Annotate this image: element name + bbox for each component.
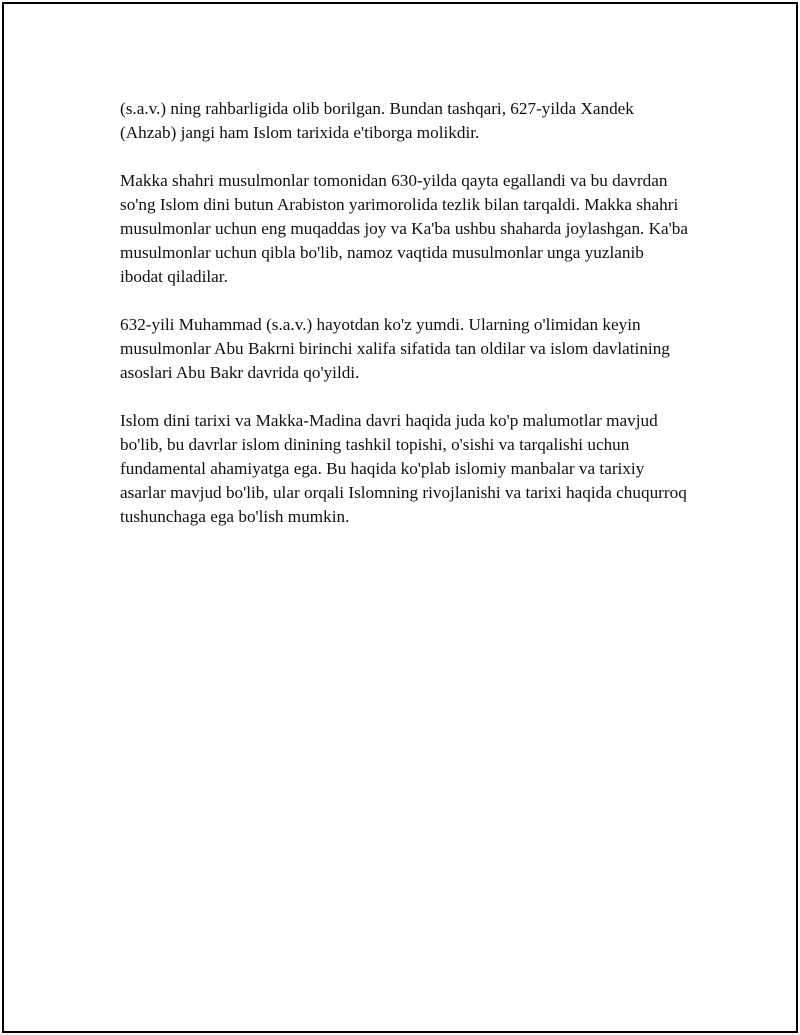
paragraph-2: Makka shahri musulmonlar tomonidan 630-yilda qayta egallandi va bu davrdan so'ng Islom dini butun Arabiston yarimorolida tezlik bilan tarqaldi. Makka shahri musulmonlar uchun eng muqaddas joy va Ka'ba ushbu shaharda joylashgan. Ka'ba musulmonlar uchun qibla bo'lib, namoz vaqtida musulmonlar unga yuzlanib ibodat qiladilar.	[120, 171, 688, 286]
paragraph-4: Islom dini tarixi va Makka-Madina davri haqida juda ko'p malumotlar mavjud bo'lib, bu davrlar islom dinining tashkil topishi, o'sishi va tarqalishi uchun fundamental ahamiyatga ega. Bu haqida ko'plab islomiy manbalar va tarixiy asarlar mavjud bo'lib, ular orqali Islomning rivojlanishi va tarixi haqida chuqurroq tushunchaga ega bo'lish mumkin.	[120, 411, 687, 526]
paragraph-1: (s.a.v.) ning rahbarligida olib borilgan. Bundan tashqari, 627-yilda Xandek (Ahzab) jangi ham Islom tarixida e'tiborga molikdir.	[120, 99, 634, 142]
paragraph-3: 632-yili Muhammad (s.a.v.) hayotdan ko'z yumdi. Ularning o'limidan keyin musulmonlar Abu Bakrni birinchi xalifa sifatida tan oldilar va islom davlatining asoslari Abu Bakr davrida qo'yildi.	[120, 315, 670, 382]
document-body	[120, 97, 690, 553]
document-page	[2, 2, 798, 1033]
